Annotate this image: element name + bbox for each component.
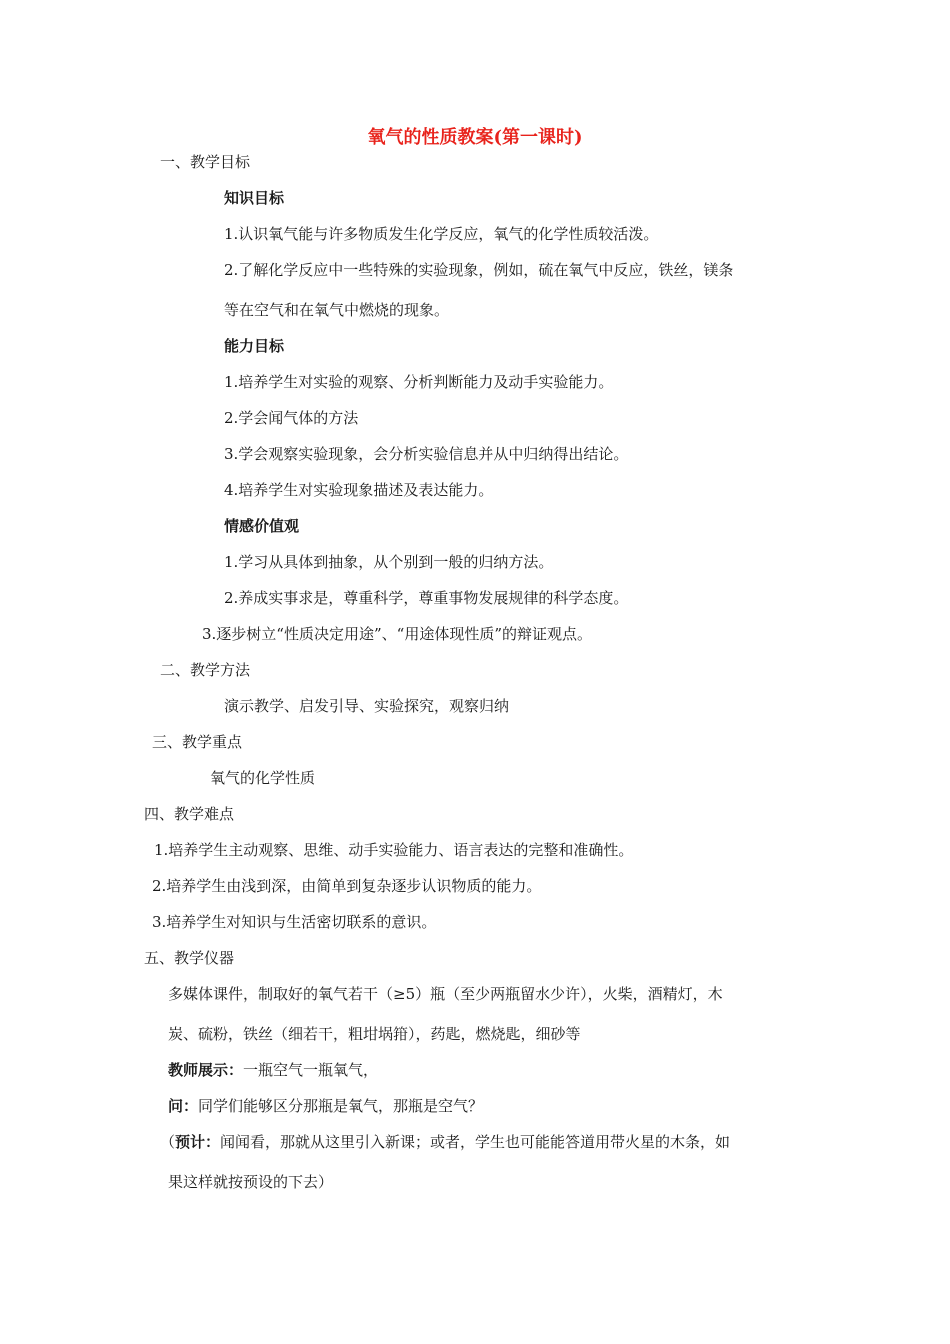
teacher-demo-label: 教师展示：: [168, 1061, 244, 1079]
subheading-knowledge: 知识目标: [224, 189, 285, 207]
section-heading-methods: 二、教学方法: [160, 661, 251, 679]
knowledge-item-2: 2.了解化学反应中一些特殊的实验现象，例如，硫在氧气中反应，铁丝，镁条: [224, 261, 734, 279]
prediction-open-paren: （: [160, 1133, 176, 1151]
section-heading-difficulties: 四、教学难点: [144, 805, 235, 823]
teacher-demo-line: [168, 1060, 378, 1080]
emotion-item-3: 3.逐步树立“性质决定用途”、“用途体现性质”的辩证观点。: [202, 625, 592, 643]
methods-body: 演示教学、启发引导、实验探究，观察归纳: [224, 697, 510, 715]
difficulty-item-2: 2.培养学生由浅到深，由简单到复杂逐步认识物质的能力。: [152, 877, 542, 895]
ability-item-4: 4.培养学生对实验现象描述及表达能力。: [224, 481, 494, 499]
equipment-line-2: 炭、硫粉，铁丝（细若干，粗坩埚箝），药匙，燃烧匙，细砂等: [168, 1025, 581, 1043]
ability-item-2: 2.学会闻气体的方法: [224, 409, 359, 427]
question-label: 问：: [168, 1097, 199, 1115]
difficulty-item-1: 1.培养学生主动观察、思维、动手实验能力、语言表达的完整和准确性。: [154, 841, 634, 859]
section-heading-objectives: 一、教学目标: [160, 153, 251, 171]
knowledge-item-2-continued: 等在空气和在氧气中燃烧的现象。: [224, 301, 450, 319]
subheading-emotion: 情感价值观: [224, 517, 300, 535]
equipment-line-1: 多媒体课件，制取好的氧气若干（≥5）瓶（至少两瓶留水少许），火柴，酒精灯，木: [168, 985, 723, 1003]
emotion-item-1: 1.学习从具体到抽象，从个别到一般的归纳方法。: [224, 553, 554, 571]
difficulty-item-3: 3.培养学生对知识与生活密切联系的意识。: [152, 913, 437, 931]
emotion-item-2: 2.养成实事求是，尊重科学，尊重事物发展规律的科学态度。: [224, 589, 629, 607]
ability-item-1: 1.培养学生对实验的观察、分析判断能力及动手实验能力。: [224, 373, 614, 391]
question-line: [168, 1096, 483, 1116]
teacher-demo-text: 一瓶空气一瓶氧气，: [243, 1061, 379, 1079]
prediction-line-2: 果这样就按预设的下去）: [168, 1173, 334, 1191]
prediction-line-1: [160, 1132, 730, 1152]
prediction-label: 预计：: [175, 1133, 221, 1151]
prediction-text-1: 闻闻看，那就从这里引入新课；或者，学生也可能能答道用带火星的木条，如: [220, 1133, 731, 1151]
subheading-ability: 能力目标: [224, 337, 285, 355]
key-points-body: 氧气的化学性质: [210, 769, 316, 787]
ability-item-3: 3.学会观察实验现象，会分析实验信息并从中归纳得出结论。: [224, 445, 629, 463]
question-text: 同学们能够区分那瓶是氧气，那瓶是空气？: [198, 1097, 484, 1115]
knowledge-item-1: 1.认识氧气能与许多物质发生化学反应，氧气的化学性质较活泼。: [224, 225, 659, 243]
page-title: 氧气的性质教案(第一课时): [367, 127, 583, 148]
section-heading-equipment: 五、教学仪器: [144, 949, 235, 967]
section-heading-key-points: 三、教学重点: [152, 733, 243, 751]
